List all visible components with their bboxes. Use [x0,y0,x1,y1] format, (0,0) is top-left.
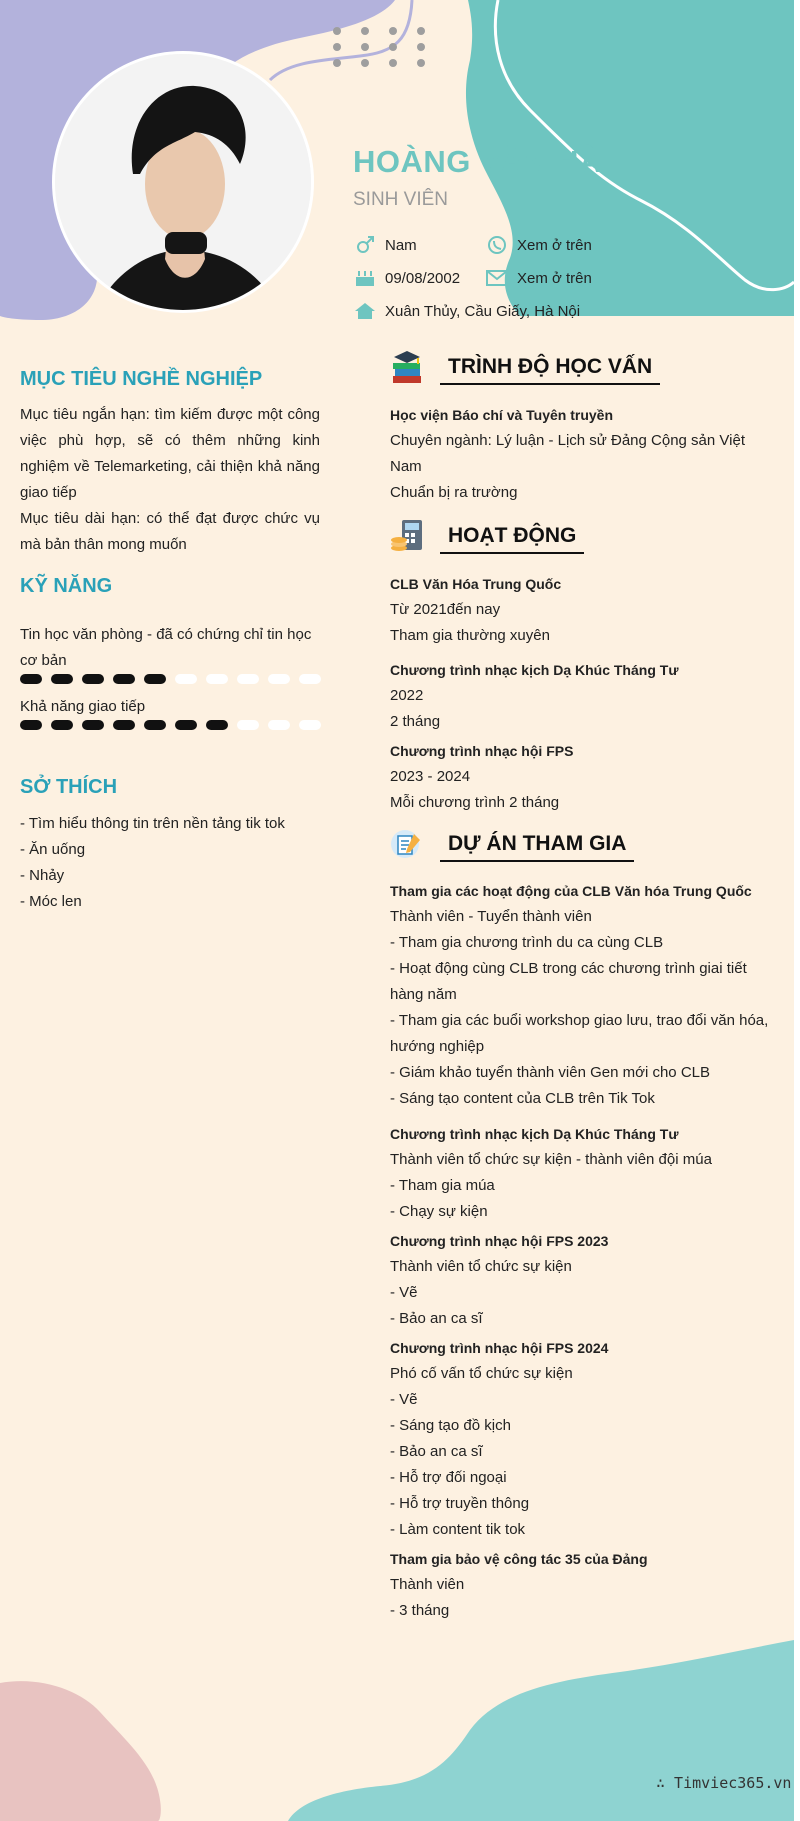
activities-heading [390,518,584,554]
activity-item [390,571,780,649]
light-teal-blob [288,1640,794,1821]
info-gender [353,234,417,256]
dot-pattern [333,27,425,67]
education-school: Học viện Báo chí và Tuyên truyền [390,407,614,423]
skill-dot-empty [237,720,259,730]
skill-dot-filled [82,720,104,730]
activity-line: 2 tháng [390,713,441,730]
project-line: Thành viên tổ chức sự kiện [390,1258,572,1275]
books-icon [390,349,424,385]
education-heading [390,349,660,385]
education-major: Chuyên ngành: Lý luận - Lịch sử Đảng Cộng sản Việt Nam [390,432,745,475]
project-line: - Sáng tạo content của CLB trên Tik Tok [390,1090,655,1107]
info-birthday [353,267,460,289]
hobby-item: - Nhảy [20,867,65,884]
phone-icon [485,234,509,256]
project-line: - Tham gia múa [390,1177,495,1194]
person-photo-icon [55,54,314,313]
activities-title: HOẠT ĐỘNG [440,524,584,554]
skill-rating [20,720,321,730]
skill-dot-filled [144,674,166,684]
skill-dot-filled [82,674,104,684]
home-icon [353,300,377,322]
activity-name: Chương trình nhạc kịch Dạ Khúc Tháng Tư [390,662,679,678]
skill-dot-filled [51,720,73,730]
project-line: - Hoạt động cùng CLB trong các chương trình giai tiết hàng năm [390,960,747,1003]
pink-blob [0,1681,161,1821]
skill-dot-empty [206,674,228,684]
project-line: - Tham gia các buổi workshop giao lưu, trao đổi văn hóa, hướng nghiệp [390,1012,769,1055]
education-block [390,402,780,506]
hobbies-heading: SỞ THÍCH [20,776,118,798]
objective-text [20,402,320,558]
project-name: Chương trình nhạc hội FPS 2023 [390,1233,609,1249]
phone-value: Xem ở trên [517,236,592,254]
project-line: - Chạy sự kiện [390,1203,488,1220]
project-item [390,1121,780,1225]
project-name: Tham gia các hoạt động của CLB Văn hóa Trung Quốc [390,883,752,899]
activity-line: Tham gia thường xuyên [390,627,550,644]
skill-dot-filled [144,720,166,730]
calculator-coins-icon [390,518,424,554]
envelope-icon [485,267,509,289]
birthday-value: 09/08/2002 [385,269,461,287]
info-email [485,267,592,289]
project-line: - Bảo an ca sĩ [390,1310,483,1327]
avatar [52,51,314,313]
project-line: - Làm content tik tok [390,1521,526,1538]
project-line: Thành viên tổ chức sự kiện - thành viên đội múa [390,1151,712,1168]
cake-icon [353,267,377,289]
full-name: HOÀNG VĂN HÀ [353,144,602,179]
hobby-item: - Móc len [20,893,82,910]
hobbies-list [20,811,320,915]
project-item [390,1228,780,1332]
objective-short-term: Mục tiêu ngắn hạn: tìm kiếm được một công việc phù hợp, sẽ có thêm những kinh nghiệm về Telemarketing, cải thiện khả năng giao tiếp [20,406,320,501]
info-phone [485,234,592,256]
project-line: - Vẽ [390,1284,418,1301]
activity-line: Mỗi chương trình 2 tháng [390,794,560,811]
project-name: Chương trình nhạc hội FPS 2024 [390,1340,609,1356]
activity-item [390,657,780,735]
job-title: SINH VIÊN [353,189,449,210]
activity-line: 2022 [390,687,424,704]
skill-dot-filled [113,720,135,730]
gender-value: Nam [385,236,417,254]
skill-label: Tin học văn phòng - đã có chứng chỉ tin học cơ bản [20,626,312,669]
project-line: - Hỗ trợ truyền thông [390,1495,530,1512]
project-line: - Tham gia chương trình du ca cùng CLB [390,934,664,951]
skill-rating [20,674,321,684]
address-value: Xuân Thủy, Cầu Giấy, Hà Nội [385,302,581,320]
project-name: Chương trình nhạc kịch Dạ Khúc Tháng Tư [390,1126,679,1142]
hobby-item: - Ăn uống [20,841,86,858]
education-status: Chuẩn bị ra trường [390,484,518,501]
education-title: TRÌNH ĐỘ HỌC VẤN [440,355,660,385]
skill-dot-filled [51,674,73,684]
email-value: Xem ở trên [517,269,592,287]
skill-dot-filled [113,674,135,684]
skill-dot-empty [268,720,290,730]
project-item [390,1546,780,1624]
skill-dot-empty [299,674,321,684]
project-line: - Vẽ [390,1391,418,1408]
activity-line: 2023 - 2024 [390,768,471,785]
objective-heading: MỤC TIÊU NGHỀ NGHIỆP [20,368,263,390]
activity-name: Chương trình nhạc hội FPS [390,743,574,759]
info-address [353,300,580,322]
skill-dot-empty [237,674,259,684]
skills-heading: KỸ NĂNG [20,575,113,597]
skill-dot-filled [206,720,228,730]
project-badge-icon [390,826,424,862]
project-item [390,1335,780,1543]
project-line: - Bảo an ca sĩ [390,1443,483,1460]
project-line: Thành viên - Tuyển thành viên [390,908,592,925]
skill-label: Khả năng giao tiếp [20,698,146,715]
project-line: - Giám khảo tuyển thành viên Gen mới cho CLB [390,1064,710,1081]
project-line: - Hỗ trợ đối ngoại [390,1469,507,1486]
project-line: Thành viên [390,1576,465,1593]
gender-icon [353,234,377,256]
skill-dot-filled [20,674,42,684]
activity-item [390,738,780,816]
watermark: ∴ Timviec365.vn [656,1774,792,1792]
skill-dot-filled [175,720,197,730]
skill-dot-filled [20,720,42,730]
projects-title: DỰ ÁN THAM GIA [440,832,634,862]
activity-name: CLB Văn Hóa Trung Quốc [390,576,562,592]
objective-long-term: Mục tiêu dài hạn: có thể đạt được chức vụ mà bản thân mong muốn [20,510,320,553]
hobby-item: - Tìm hiểu thông tin trên nền tảng tik tok [20,815,285,832]
activity-line: Từ 2021đến nay [390,601,501,618]
projects-heading [390,826,634,862]
project-line: - 3 tháng [390,1602,450,1619]
skill-dot-empty [268,674,290,684]
project-line: Phó cố vấn tổ chức sự kiện [390,1365,573,1382]
project-name: Tham gia bảo vệ công tác 35 của Đảng [390,1551,648,1567]
skill-dot-empty [299,720,321,730]
skill-dot-empty [175,674,197,684]
project-item [390,878,780,1112]
project-line: - Sáng tạo đồ kịch [390,1417,511,1434]
